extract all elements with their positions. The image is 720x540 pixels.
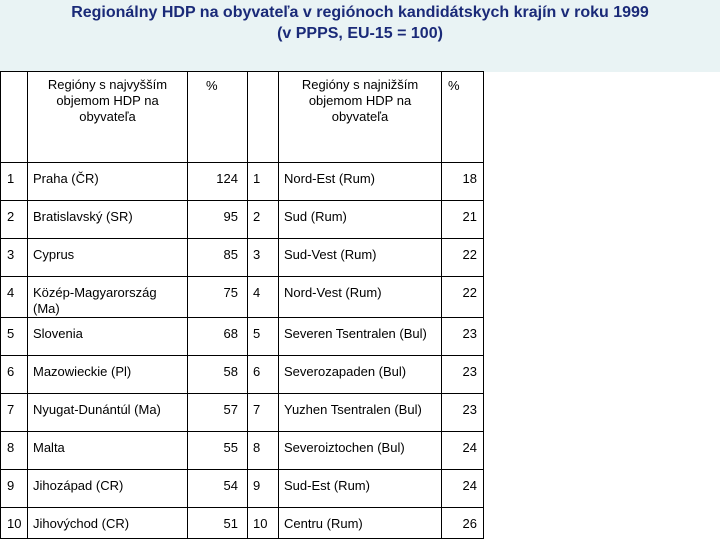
value-lo-text: 21 bbox=[462, 209, 477, 224]
region-lo-cell bbox=[279, 508, 442, 539]
value-lo-text: 26 bbox=[462, 516, 477, 531]
rank-lo-text: 8 bbox=[253, 440, 261, 455]
rank-hi-cell bbox=[1, 508, 28, 539]
rank-lo-text: 3 bbox=[253, 247, 261, 262]
rank-hi-text: 10 bbox=[7, 516, 22, 531]
rank-hi-cell bbox=[1, 239, 28, 277]
rank-lo-cell bbox=[248, 318, 279, 356]
region-lo-text: Centru (Rum) bbox=[284, 516, 363, 531]
region-lo-cell bbox=[279, 277, 442, 318]
rank-hi-cell bbox=[1, 470, 28, 508]
rank-lo-text: 5 bbox=[253, 326, 261, 341]
rank-lo-cell bbox=[248, 201, 279, 239]
value-hi-text: 95 bbox=[223, 209, 238, 224]
rank-lo-text: 10 bbox=[253, 516, 268, 531]
rank-hi-text: 7 bbox=[7, 402, 15, 417]
page-title bbox=[0, 2, 720, 44]
rank-hi-text: 1 bbox=[7, 171, 15, 186]
region-hi-text: Bratislavský (SR) bbox=[33, 209, 133, 224]
region-hi-cell bbox=[28, 508, 188, 539]
region-hi-cell bbox=[28, 356, 188, 394]
table-row bbox=[1, 508, 484, 539]
value-hi-text: 55 bbox=[223, 440, 238, 455]
value-lo-text: 22 bbox=[462, 285, 477, 300]
header-lowest-pct: % bbox=[442, 72, 484, 163]
value-hi-text: 85 bbox=[223, 247, 238, 262]
region-hi-cell bbox=[28, 470, 188, 508]
region-hi-text: Jihovýchod (CR) bbox=[33, 516, 130, 531]
region-lo-text: Severoiztochen (Bul) bbox=[284, 440, 405, 455]
region-lo-cell bbox=[279, 239, 442, 277]
table-header-row bbox=[1, 72, 484, 163]
region-hi-cell bbox=[28, 201, 188, 239]
region-hi-cell bbox=[28, 239, 188, 277]
header-highest-pct: % bbox=[188, 72, 248, 163]
table-row bbox=[1, 394, 484, 432]
value-lo-text: 24 bbox=[462, 440, 477, 455]
value-hi-text: 54 bbox=[223, 478, 238, 493]
region-lo-text: Sud (Rum) bbox=[284, 209, 347, 224]
value-lo-cell bbox=[442, 508, 484, 539]
rank-hi-text: 3 bbox=[7, 247, 15, 262]
value-hi-cell bbox=[188, 318, 248, 356]
rank-lo-cell bbox=[248, 277, 279, 318]
table-row bbox=[1, 318, 484, 356]
value-hi-text: 51 bbox=[223, 516, 238, 531]
table-row bbox=[1, 239, 484, 277]
rank-hi-cell bbox=[1, 318, 28, 356]
region-hi-cell bbox=[28, 277, 188, 318]
rank-lo-cell bbox=[248, 394, 279, 432]
region-hi-cell bbox=[28, 318, 188, 356]
region-lo-text: Sud-Vest (Rum) bbox=[284, 247, 377, 262]
header-lowest: Regióny s najnižším objemom HDP na obyvateľa bbox=[279, 72, 442, 163]
region-hi-text: Slovenia bbox=[33, 326, 83, 341]
rank-lo-text: 9 bbox=[253, 478, 261, 493]
value-lo-cell bbox=[442, 356, 484, 394]
value-lo-text: 22 bbox=[462, 247, 477, 262]
rank-lo-cell bbox=[248, 432, 279, 470]
rank-hi-text: 5 bbox=[7, 326, 15, 341]
region-lo-cell bbox=[279, 163, 442, 201]
region-lo-cell bbox=[279, 356, 442, 394]
region-lo-cell bbox=[279, 470, 442, 508]
title-line-2: (v PPPS, EU-15 = 100) bbox=[277, 25, 443, 42]
region-hi-text: Malta bbox=[33, 440, 65, 455]
region-hi-text: Jihozápad (CR) bbox=[33, 478, 124, 493]
rank-hi-cell bbox=[1, 432, 28, 470]
value-lo-cell bbox=[442, 201, 484, 239]
value-lo-text: 24 bbox=[462, 478, 477, 493]
header-rank-lo bbox=[248, 72, 279, 163]
region-hi-text: Közép-Magyarország (Ma) bbox=[33, 285, 157, 316]
value-hi-cell bbox=[188, 470, 248, 508]
rank-hi-text: 8 bbox=[7, 440, 15, 455]
title-line-1: Regionálny HDP na obyvateľa v regiónoch kandidátskych krajín v roku 1999 bbox=[71, 4, 649, 21]
region-lo-text: Severozapaden (Bul) bbox=[284, 364, 407, 379]
value-lo-text: 18 bbox=[462, 171, 477, 186]
gdp-regions-table bbox=[0, 71, 484, 539]
value-lo-text: 23 bbox=[462, 326, 477, 341]
value-hi-text: 68 bbox=[223, 326, 238, 341]
region-hi-cell bbox=[28, 163, 188, 201]
rank-lo-text: 6 bbox=[253, 364, 261, 379]
rank-hi-cell bbox=[1, 356, 28, 394]
rank-hi-text: 9 bbox=[7, 478, 15, 493]
rank-lo-text: 1 bbox=[253, 171, 261, 186]
table-row bbox=[1, 277, 484, 318]
rank-lo-cell bbox=[248, 470, 279, 508]
header-highest: Regióny s najvyšším objemom HDP na obyvateľa bbox=[28, 72, 188, 163]
region-hi-text: Nyugat-Dunántúl (Ma) bbox=[33, 402, 161, 417]
value-hi-cell bbox=[188, 201, 248, 239]
rank-hi-cell bbox=[1, 201, 28, 239]
region-hi-text: Mazowieckie (Pl) bbox=[33, 364, 132, 379]
rank-lo-cell bbox=[248, 239, 279, 277]
region-lo-cell bbox=[279, 394, 442, 432]
rank-hi-cell bbox=[1, 163, 28, 201]
rank-lo-cell bbox=[248, 163, 279, 201]
rank-hi-cell bbox=[1, 277, 28, 318]
region-lo-text: Sud-Est (Rum) bbox=[284, 478, 370, 493]
table-row bbox=[1, 356, 484, 394]
region-lo-cell bbox=[279, 432, 442, 470]
value-lo-cell bbox=[442, 394, 484, 432]
value-lo-cell bbox=[442, 470, 484, 508]
value-hi-cell bbox=[188, 432, 248, 470]
value-hi-cell bbox=[188, 394, 248, 432]
table-row bbox=[1, 470, 484, 508]
rank-lo-text: 7 bbox=[253, 402, 261, 417]
region-lo-text: Nord-Vest (Rum) bbox=[284, 285, 382, 300]
value-lo-text: 23 bbox=[462, 364, 477, 379]
region-lo-cell bbox=[279, 318, 442, 356]
region-lo-cell bbox=[279, 201, 442, 239]
region-hi-text: Praha (ČR) bbox=[33, 171, 99, 186]
region-hi-cell bbox=[28, 432, 188, 470]
value-hi-text: 124 bbox=[216, 171, 238, 186]
table-row bbox=[1, 163, 484, 201]
value-lo-cell bbox=[442, 239, 484, 277]
value-hi-cell bbox=[188, 508, 248, 539]
value-hi-cell bbox=[188, 163, 248, 201]
value-lo-cell bbox=[442, 163, 484, 201]
region-lo-text: Severen Tsentralen (Bul) bbox=[284, 326, 427, 341]
region-lo-text: Nord-Est (Rum) bbox=[284, 171, 376, 186]
value-lo-cell bbox=[442, 277, 484, 318]
rank-hi-text: 4 bbox=[7, 285, 15, 300]
header-rank-hi bbox=[1, 72, 28, 163]
rank-hi-text: 2 bbox=[7, 209, 15, 224]
region-hi-text: Cyprus bbox=[33, 247, 75, 262]
rank-hi-text: 6 bbox=[7, 364, 15, 379]
rank-lo-cell bbox=[248, 508, 279, 539]
value-lo-text: 23 bbox=[462, 402, 477, 417]
value-hi-text: 58 bbox=[223, 364, 238, 379]
value-hi-cell bbox=[188, 356, 248, 394]
value-lo-cell bbox=[442, 318, 484, 356]
rank-lo-text: 2 bbox=[253, 209, 261, 224]
rank-hi-cell bbox=[1, 394, 28, 432]
region-lo-text: Yuzhen Tsentralen (Bul) bbox=[284, 402, 422, 417]
value-lo-cell bbox=[442, 432, 484, 470]
rank-lo-cell bbox=[248, 356, 279, 394]
value-hi-cell bbox=[188, 239, 248, 277]
rank-lo-text: 4 bbox=[253, 285, 261, 300]
table-row bbox=[1, 432, 484, 470]
value-hi-text: 57 bbox=[223, 402, 238, 417]
table-row bbox=[1, 201, 484, 239]
value-hi-text: 75 bbox=[223, 285, 238, 300]
value-hi-cell bbox=[188, 277, 248, 318]
region-hi-cell bbox=[28, 394, 188, 432]
